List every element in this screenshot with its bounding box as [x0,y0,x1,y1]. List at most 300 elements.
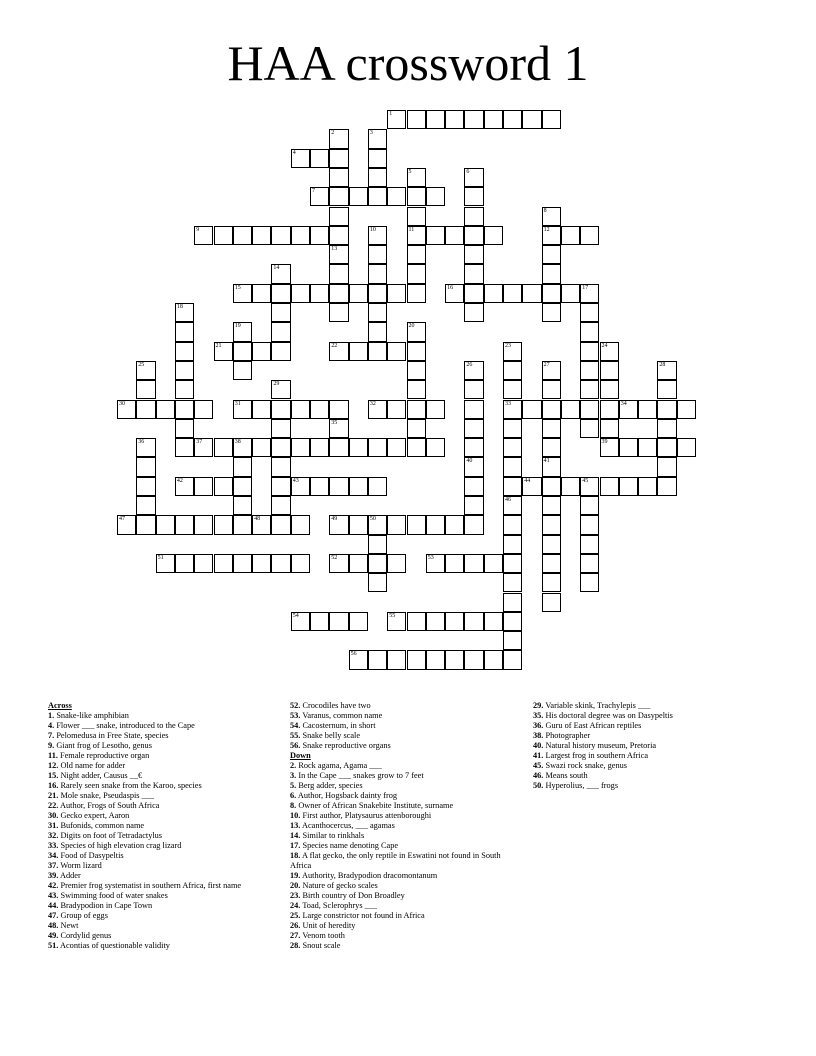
grid-cell[interactable] [329,303,348,322]
grid-cell[interactable] [484,554,503,573]
grid-cell[interactable] [310,477,329,496]
grid-cell[interactable] [657,438,676,457]
grid-cell[interactable] [503,400,522,419]
grid-cell[interactable] [638,438,657,457]
grid-cell[interactable] [271,419,290,438]
grid-cell[interactable] [233,361,252,380]
grid-cell[interactable] [291,515,310,534]
grid-cell[interactable] [368,284,387,303]
grid-cell[interactable] [503,342,522,361]
grid-cell[interactable] [329,342,348,361]
grid-cell[interactable] [329,419,348,438]
grid-cell[interactable] [310,612,329,631]
grid-cell[interactable] [233,496,252,515]
grid-cell[interactable] [464,284,483,303]
grid-cell[interactable] [214,342,233,361]
grid-cell[interactable] [329,554,348,573]
clue-number: 31 [234,400,241,407]
grid-cell[interactable] [464,496,483,515]
grid-cell[interactable] [407,322,426,341]
grid-cell[interactable] [407,245,426,264]
grid-cell[interactable] [464,207,483,226]
grid-cell[interactable] [407,400,426,419]
grid-cell[interactable] [580,380,599,399]
grid-cell[interactable] [233,342,252,361]
grid-cell[interactable] [233,438,252,457]
clue-number: 37. [48,861,59,870]
grid-cell[interactable] [677,438,696,457]
clue-number: 47 [119,516,125,523]
grid-cell[interactable] [329,168,348,187]
grid-cell[interactable] [542,438,561,457]
grid-cell[interactable] [387,612,406,631]
grid-cell[interactable] [329,438,348,457]
grid-cell[interactable] [175,438,194,457]
grid-cell[interactable] [368,477,387,496]
grid-cell[interactable] [464,612,483,631]
grid-cell[interactable] [503,380,522,399]
grid-cell[interactable] [175,380,194,399]
grid-cell[interactable] [368,187,387,206]
grid-cell[interactable] [387,400,406,419]
grid-cell[interactable] [580,477,599,496]
grid-cell[interactable] [271,496,290,515]
grid-cell[interactable] [445,226,464,245]
clue [48,751,278,761]
grid-cell[interactable] [349,477,368,496]
grid-cell[interactable] [310,187,329,206]
grid-cell[interactable] [368,149,387,168]
grid-cell[interactable] [271,554,290,573]
grid-cell[interactable] [542,400,561,419]
grid-cell[interactable] [464,515,483,534]
grid-cell[interactable] [136,438,155,457]
grid-cell[interactable] [136,477,155,496]
grid-cell[interactable] [464,361,483,380]
grid-cell[interactable] [291,400,310,419]
grid-cell[interactable] [542,110,561,129]
grid-cell[interactable] [194,515,213,534]
grid-cell[interactable] [233,554,252,573]
grid-cell[interactable] [542,535,561,554]
grid-cell[interactable] [407,187,426,206]
grid-cell[interactable] [503,457,522,476]
grid-cell[interactable] [175,515,194,534]
grid-cell[interactable] [291,477,310,496]
grid-cell[interactable] [522,400,541,419]
grid-cell[interactable] [349,284,368,303]
grid-cell[interactable] [600,438,619,457]
grid-cell[interactable] [542,245,561,264]
grid-cell[interactable] [561,400,580,419]
grid-cell[interactable] [329,187,348,206]
grid-cell[interactable] [503,496,522,515]
grid-cell[interactable] [542,419,561,438]
grid-cell[interactable] [407,342,426,361]
grid-cell[interactable] [349,554,368,573]
grid-cell[interactable] [368,554,387,573]
grid-cell[interactable] [503,631,522,650]
grid-cell[interactable] [657,419,676,438]
grid-cell[interactable] [561,226,580,245]
grid-cell[interactable] [657,477,676,496]
grid-cell[interactable] [136,380,155,399]
grid-cell[interactable] [310,226,329,245]
clue-number: 3 [369,130,373,137]
grid-cell[interactable] [233,322,252,341]
grid-cell[interactable] [387,515,406,534]
grid-cell[interactable] [271,380,290,399]
grid-cell[interactable] [503,573,522,592]
grid-cell[interactable] [368,650,387,669]
grid-cell[interactable] [445,612,464,631]
grid-cell[interactable] [657,361,676,380]
grid-cell[interactable] [368,400,387,419]
grid-cell[interactable] [484,612,503,631]
grid-cell[interactable] [329,226,348,245]
grid-cell[interactable] [503,284,522,303]
grid-cell[interactable] [445,110,464,129]
grid-cell[interactable] [271,264,290,283]
grid-cell[interactable] [657,380,676,399]
grid-cell[interactable] [407,380,426,399]
grid-cell[interactable] [368,342,387,361]
grid-cell[interactable] [233,400,252,419]
grid-cell[interactable] [600,342,619,361]
grid-cell[interactable] [368,264,387,283]
grid-cell[interactable] [368,303,387,322]
grid-cell[interactable] [580,535,599,554]
grid-cell[interactable] [136,361,155,380]
grid-cell[interactable] [291,612,310,631]
grid-cell[interactable] [464,264,483,283]
grid-cell[interactable] [329,149,348,168]
grid-cell[interactable] [580,496,599,515]
grid-cell[interactable] [175,400,194,419]
grid-cell[interactable] [580,226,599,245]
grid-cell[interactable] [407,110,426,129]
grid-cell[interactable] [407,650,426,669]
grid-cell[interactable] [464,438,483,457]
grid-cell[interactable] [580,515,599,534]
grid-cell[interactable] [542,303,561,322]
grid-cell[interactable] [329,515,348,534]
grid-cell[interactable] [252,400,271,419]
grid-cell[interactable] [233,226,252,245]
grid-cell[interactable] [368,438,387,457]
grid-cell[interactable] [233,477,252,496]
grid-cell[interactable] [657,400,676,419]
grid-cell[interactable] [522,110,541,129]
grid-cell[interactable] [329,264,348,283]
grid-cell[interactable] [464,380,483,399]
grid-cell[interactable] [464,457,483,476]
grid-cell[interactable] [503,419,522,438]
grid-cell[interactable] [271,400,290,419]
grid-cell[interactable] [407,419,426,438]
grid-cell[interactable] [271,342,290,361]
grid-cell[interactable] [368,515,387,534]
grid-cell[interactable] [136,457,155,476]
grid-cell[interactable] [600,477,619,496]
grid-cell[interactable] [464,419,483,438]
grid-cell[interactable] [368,168,387,187]
grid-cell[interactable] [271,322,290,341]
grid-cell[interactable] [387,554,406,573]
grid-cell[interactable] [484,284,503,303]
grid-cell[interactable] [580,419,599,438]
grid-cell[interactable] [175,361,194,380]
grid-cell[interactable] [542,593,561,612]
grid-cell[interactable] [503,110,522,129]
grid-cell[interactable] [426,400,445,419]
grid-cell[interactable] [310,149,329,168]
grid-cell[interactable] [407,264,426,283]
clue-text: Venom tooth [302,931,345,940]
grid-cell[interactable] [407,226,426,245]
grid-cell[interactable] [252,226,271,245]
grid-cell[interactable] [580,342,599,361]
grid-cell[interactable] [136,400,155,419]
grid-cell[interactable] [600,400,619,419]
grid-cell[interactable] [464,400,483,419]
grid-cell[interactable] [329,477,348,496]
grid-cell[interactable] [291,554,310,573]
grid-cell[interactable] [349,650,368,669]
grid-cell[interactable] [271,303,290,322]
grid-cell[interactable] [464,477,483,496]
grid-cell[interactable] [387,284,406,303]
grid-cell[interactable] [194,226,213,245]
grid-cell[interactable] [542,573,561,592]
grid-cell[interactable] [638,400,657,419]
grid-cell[interactable] [464,554,483,573]
grid-cell[interactable] [677,400,696,419]
grid-cell[interactable] [407,612,426,631]
grid-cell[interactable] [329,129,348,148]
grid-cell[interactable] [561,477,580,496]
grid-cell[interactable] [349,515,368,534]
grid-cell[interactable] [387,438,406,457]
grid-cell[interactable] [252,554,271,573]
grid-cell[interactable] [484,110,503,129]
grid-cell[interactable] [503,593,522,612]
grid-cell[interactable] [291,284,310,303]
grid-cell[interactable] [271,457,290,476]
grid-cell[interactable] [175,419,194,438]
grid-cell[interactable] [542,264,561,283]
grid-cell[interactable] [426,515,445,534]
grid-cell[interactable] [542,207,561,226]
grid-cell[interactable] [233,457,252,476]
grid-cell[interactable] [580,400,599,419]
grid-cell[interactable] [368,129,387,148]
grid-cell[interactable] [503,535,522,554]
grid-cell[interactable] [291,438,310,457]
grid-cell[interactable] [464,110,483,129]
grid-cell[interactable] [464,187,483,206]
grid-cell[interactable] [329,612,348,631]
grid-cell[interactable] [310,438,329,457]
grid-cell[interactable] [156,400,175,419]
grid-cell[interactable] [580,303,599,322]
grid-cell[interactable] [464,226,483,245]
grid-cell[interactable] [387,187,406,206]
grid-cell[interactable] [542,515,561,534]
grid-cell[interactable] [214,438,233,457]
grid-cell[interactable] [194,438,213,457]
grid-cell[interactable] [600,361,619,380]
grid-cell[interactable] [407,168,426,187]
grid-cell[interactable] [407,284,426,303]
grid-cell[interactable] [387,110,406,129]
grid-cell[interactable] [619,438,638,457]
grid-cell[interactable] [214,226,233,245]
grid-cell[interactable] [136,515,155,534]
clue-text: Authority, Bradypodion dracomontanum [302,871,438,880]
grid-cell[interactable] [349,438,368,457]
grid-cell[interactable] [580,554,599,573]
grid-cell[interactable] [542,477,561,496]
grid-cell[interactable] [117,400,136,419]
grid-cell[interactable] [542,380,561,399]
clue-number: 40 [466,458,473,465]
grid-cell[interactable] [252,515,271,534]
grid-cell[interactable] [638,477,657,496]
grid-cell[interactable] [503,361,522,380]
grid-cell[interactable] [175,322,194,341]
grid-cell[interactable] [503,650,522,669]
grid-cell[interactable] [233,284,252,303]
grid-cell[interactable] [445,515,464,534]
grid-cell[interactable] [387,342,406,361]
grid-cell[interactable] [349,342,368,361]
grid-cell[interactable] [214,515,233,534]
grid-cell[interactable] [522,284,541,303]
grid-cell[interactable] [214,554,233,573]
grid-cell[interactable] [156,554,175,573]
grid-cell[interactable] [175,477,194,496]
grid-cell[interactable] [291,149,310,168]
grid-cell[interactable] [464,168,483,187]
grid-cell[interactable] [349,612,368,631]
grid-cell[interactable] [464,303,483,322]
grid-cell[interactable] [407,361,426,380]
grid-cell[interactable] [329,207,348,226]
grid-cell[interactable] [175,303,194,322]
grid-cell[interactable] [426,187,445,206]
grid-cell[interactable] [561,284,580,303]
grid-cell[interactable] [368,226,387,245]
grid-cell[interactable] [426,650,445,669]
grid-cell[interactable] [503,477,522,496]
grid-cell[interactable] [600,419,619,438]
grid-cell[interactable] [349,187,368,206]
grid-cell[interactable] [271,284,290,303]
clue [48,781,278,791]
grid-cell[interactable] [233,515,252,534]
grid-cell[interactable] [580,573,599,592]
grid-cell[interactable] [329,400,348,419]
grid-cell[interactable] [407,207,426,226]
grid-cell[interactable] [542,554,561,573]
clue-number: 23. [290,891,301,900]
grid-cell[interactable] [580,322,599,341]
grid-cell[interactable] [580,361,599,380]
grid-cell[interactable] [156,515,175,534]
grid-cell[interactable] [194,400,213,419]
grid-cell[interactable] [407,438,426,457]
grid-cell[interactable] [426,110,445,129]
grid-cell[interactable] [310,284,329,303]
grid-cell[interactable] [329,284,348,303]
grid-cell[interactable] [542,496,561,515]
grid-cell[interactable] [117,515,136,534]
grid-cell[interactable] [484,650,503,669]
grid-cell[interactable] [329,245,348,264]
grid-cell[interactable] [657,457,676,476]
grid-cell[interactable] [503,612,522,631]
grid-cell[interactable] [503,438,522,457]
grid-cell[interactable] [503,515,522,534]
grid-cell[interactable] [426,438,445,457]
grid-cell[interactable] [368,573,387,592]
grid-cell[interactable] [542,361,561,380]
grid-cell[interactable] [271,477,290,496]
grid-cell[interactable] [252,342,271,361]
grid-cell[interactable] [542,457,561,476]
grid-cell[interactable] [136,496,155,515]
grid-cell[interactable] [368,322,387,341]
grid-cell[interactable] [291,226,310,245]
grid-cell[interactable] [175,554,194,573]
grid-cell[interactable] [445,284,464,303]
grid-cell[interactable] [464,650,483,669]
grid-cell[interactable] [368,535,387,554]
grid-cell[interactable] [503,554,522,573]
grid-cell[interactable] [445,554,464,573]
grid-cell[interactable] [522,477,541,496]
clue [290,901,520,911]
grid-cell[interactable] [175,342,194,361]
grid-cell[interactable] [619,400,638,419]
grid-cell[interactable] [194,477,213,496]
grid-cell[interactable] [484,226,503,245]
grid-cell[interactable] [619,477,638,496]
grid-cell[interactable] [310,400,329,419]
grid-cell[interactable] [214,477,233,496]
grid-cell[interactable] [600,380,619,399]
grid-cell[interactable] [426,554,445,573]
grid-cell[interactable] [194,554,213,573]
grid-cell[interactable] [271,438,290,457]
grid-cell[interactable] [580,284,599,303]
grid-cell[interactable] [368,245,387,264]
grid-cell[interactable] [426,612,445,631]
grid-cell[interactable] [542,284,561,303]
grid-cell[interactable] [252,284,271,303]
grid-cell[interactable] [445,650,464,669]
grid-cell[interactable] [407,515,426,534]
grid-cell[interactable] [542,226,561,245]
grid-cell[interactable] [271,226,290,245]
grid-cell[interactable] [252,438,271,457]
clue-number: 5 [408,168,412,175]
grid-cell[interactable] [387,650,406,669]
grid-cell[interactable] [271,515,290,534]
grid-cell[interactable] [464,245,483,264]
grid-cell[interactable] [426,226,445,245]
